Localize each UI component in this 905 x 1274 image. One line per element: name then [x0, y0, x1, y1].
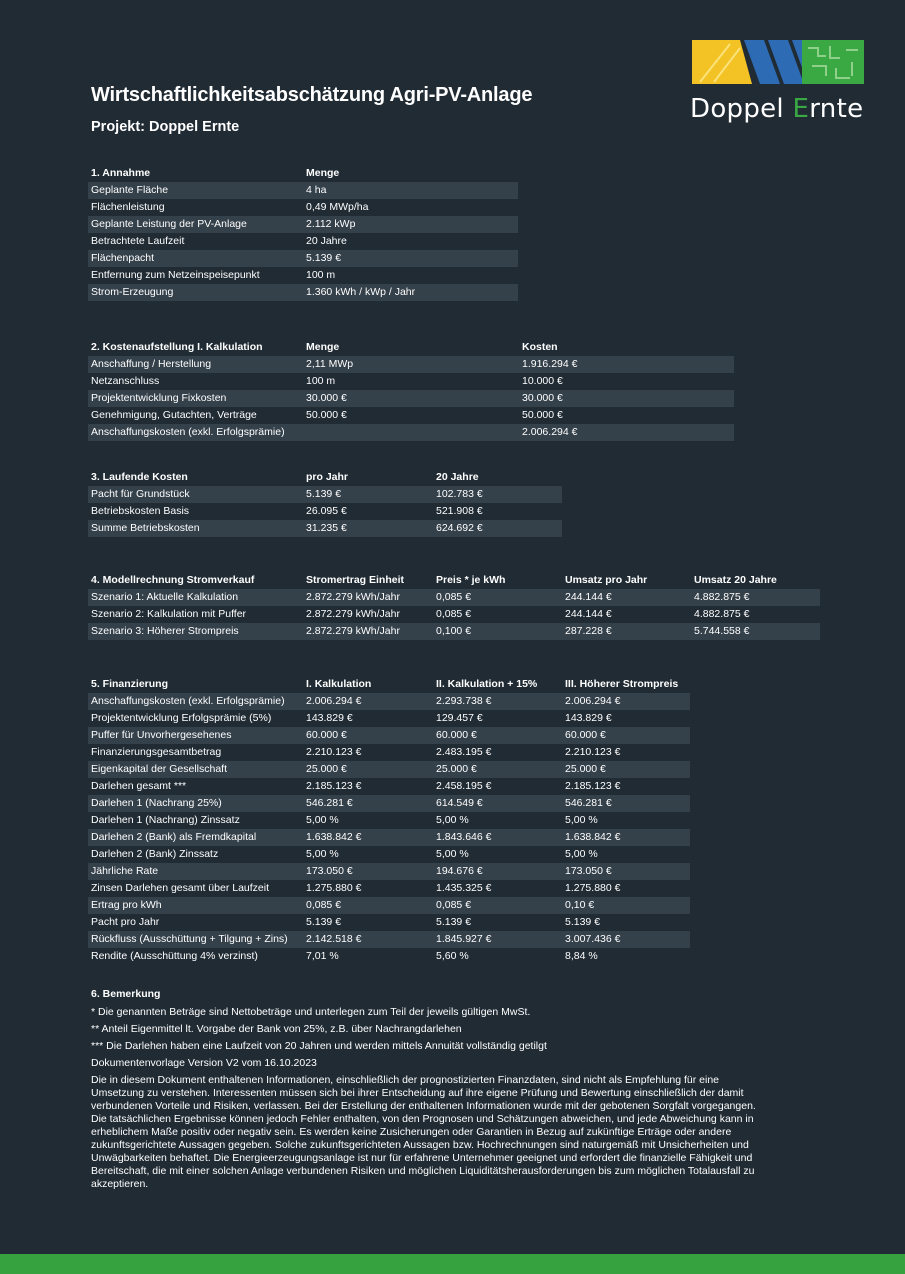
table-cell: 0,100 €: [436, 625, 472, 637]
table-cell: 1.638.842 €: [306, 831, 362, 843]
table-cell: 143.829 €: [565, 712, 612, 724]
table-cell: Netzanschluss: [91, 375, 160, 387]
table-cell: 60.000 €: [436, 729, 477, 741]
header-cell: Kosten: [522, 341, 558, 353]
table-cell: Anschaffung / Herstellung: [91, 358, 212, 370]
table-header: [88, 469, 562, 486]
table-cell: 100 m: [306, 269, 336, 281]
header-cell: 2. Kostenaufstellung I. Kalkulation: [91, 341, 263, 353]
table-cell: 2.006.294 €: [565, 695, 621, 707]
section-finanzierung: [88, 676, 690, 965]
table-cell: Szenario 1: Aktuelle Kalkulation: [91, 591, 239, 603]
table-cell: 25.000 €: [565, 763, 606, 775]
table-cell: Eigenkapital der Gesellschaft: [91, 763, 227, 775]
table-cell: 7,01 %: [306, 950, 339, 962]
table-row: [88, 373, 734, 390]
table-cell: Darlehen 2 (Bank) als Fremdkapital: [91, 831, 257, 843]
table-cell: 2.185.123 €: [565, 780, 621, 792]
table-cell: Betrachtete Laufzeit: [91, 235, 185, 247]
table-row: [88, 829, 690, 846]
table-cell: Flächenleistung: [91, 201, 165, 213]
table-row: [88, 589, 820, 606]
table-cell: 4.882.875 €: [694, 591, 750, 603]
header-cell: II. Kalkulation + 15%: [436, 678, 538, 690]
table-cell: 129.457 €: [436, 712, 483, 724]
note-3: *** Die Darlehen haben eine Laufzeit von 20 Jahren und werden mittels Annuität vollständig getilgt: [91, 1040, 547, 1052]
table-cell: Rückfluss (Ausschüttung + Tilgung + Zins): [91, 933, 288, 945]
table-cell: 2.483.195 €: [436, 746, 492, 758]
table-cell: 5,00 %: [306, 848, 339, 860]
table-row: [88, 914, 690, 931]
table-cell: 1.845.927 €: [436, 933, 492, 945]
table-cell: 5.744.558 €: [694, 625, 750, 637]
table-cell: 1.360 kWh / kWp / Jahr: [306, 286, 416, 298]
table-row: [88, 407, 734, 424]
table-cell: 1.843.646 €: [436, 831, 492, 843]
table-cell: Summe Betriebskosten: [91, 522, 200, 534]
table-cell: Pacht pro Jahr: [91, 916, 160, 928]
header-cell: I. Kalkulation: [306, 678, 372, 690]
table-cell: 30.000 €: [306, 392, 347, 404]
table-cell: 31.235 €: [306, 522, 347, 534]
table-row: [88, 897, 690, 914]
table-cell: 0,085 €: [436, 608, 472, 620]
notes-section: [91, 988, 791, 1191]
solar-field-logo-icon: [690, 38, 866, 88]
table-row: [88, 250, 518, 267]
table-cell: Rendite (Ausschüttung 4% verzinst): [91, 950, 258, 962]
table-cell: Strom-Erzeugung: [91, 286, 174, 298]
table-cell: 4 ha: [306, 184, 327, 196]
table-cell: Darlehen 1 (Nachrang 25%): [91, 797, 222, 809]
header-cell: III. Höherer Strompreis: [565, 678, 679, 690]
table-cell: 2,11 MWp: [306, 358, 354, 370]
table-cell: 60.000 €: [306, 729, 347, 741]
table-cell: 0,49 MWp/ha: [306, 201, 369, 213]
table-cell: 8,84 %: [565, 950, 598, 962]
table-cell: 60.000 €: [565, 729, 606, 741]
table-cell: 50.000 €: [306, 409, 347, 421]
table-row: [88, 606, 820, 623]
table-cell: 4.882.875 €: [694, 608, 750, 620]
table-cell: 1.638.842 €: [565, 831, 621, 843]
note-1: * Die genannten Beträge sind Nettobeträge und unterlegen zum Teil der jeweils gültigen MwSt.: [91, 1006, 531, 1018]
table-cell: Jährliche Rate: [91, 865, 159, 877]
table-row: [88, 744, 690, 761]
table-row: [88, 623, 820, 640]
table-cell: 0,085 €: [436, 591, 472, 603]
table-cell: 1.916.294 €: [522, 358, 578, 370]
table-cell: 2.185.123 €: [306, 780, 362, 792]
table-row: [88, 710, 690, 727]
table-cell: Anschaffungskosten (exkl. Erfolgsprämie): [91, 695, 285, 707]
table-row: [88, 693, 690, 710]
header-cell: 1. Annahme: [91, 167, 151, 179]
header-cell: 4. Modellrechnung Stromverkauf: [91, 574, 255, 586]
table-cell: 2.872.279 kWh/Jahr: [306, 591, 400, 603]
table-cell: 0,085 €: [436, 899, 472, 911]
table-cell: 3.007.436 €: [565, 933, 621, 945]
header-cell: Umsatz 20 Jahre: [694, 574, 777, 586]
table-cell: 5,00 %: [436, 848, 469, 860]
table-row: [88, 863, 690, 880]
table-cell: Puffer für Unvorhergesehenes: [91, 729, 232, 741]
table-cell: 2.006.294 €: [306, 695, 362, 707]
table-cell: 5,60 %: [436, 950, 469, 962]
table-cell: 0,10 €: [565, 899, 595, 911]
table-cell: 2.142.518 €: [306, 933, 362, 945]
table-header: [88, 339, 734, 356]
table-cell: 1.275.880 €: [565, 882, 621, 894]
doppel-ernte-logo: [690, 38, 866, 128]
table-cell: Flächenpacht: [91, 252, 155, 264]
header-cell: Preis * je kWh: [436, 574, 506, 586]
table-row: [88, 727, 690, 744]
table-cell: 100 m: [306, 375, 336, 387]
table-row: [88, 948, 690, 965]
header-cell: 5. Finanzierung: [91, 678, 169, 690]
table-header: [88, 572, 820, 589]
table-cell: Darlehen 1 (Nachrang) Zinssatz: [91, 814, 240, 826]
table-cell: Pacht für Grundstück: [91, 488, 190, 500]
header-cell: pro Jahr: [306, 471, 349, 483]
table-cell: 5.139 €: [436, 916, 472, 928]
disclaimer-text: Die in diesem Dokument enthaltenen Informationen, einschließlich der prognostizierten Finanzdaten, sind nicht als Empfehlung für eine Umsetzung zu verstehen. Interessenten müssen sich bei ihrer Entscheidung auf ihre eigene Prüfung und Bewertung einschließlich der damit verbundenen Vorteile und Risiken, verlassen. Bei der Erstellung der enthaltenen Informationen wurde mit der gebotenen Sorgfalt vorgegangen. Die tatsächlichen Ergebnisse können jedoch Fehler enthalten, von den Prognosen und Schätzungen abweichen, und jede Abweichung kann in erheblichem Maße positiv oder negativ sein. Es werden keine Zusicherungen oder Garantien in Bezug auf zukünftige Erträge oder andere zukunftsgerichtete Aussagen gegeben. Solche zukunftsgerichteten Aussagen bzw. Hochrechnungen sind naturgemäß mit Unsicherheiten und Unwägbarkeiten behaftet. Die Energieerzeugungsanlage ist nur für erfahrene Unternehmer geeignet und erfordert die finanzielle Fähigkeit und Bereitschaft, die mit einer solchen Anlage verbundenen Risiken und möglichen Liquiditätsherausforderungen bis zum möglichen Totalausfall zu akzeptieren.: [91, 1074, 756, 1190]
project-subtitle: Projekt: Doppel Ernte: [91, 119, 240, 135]
header-cell: Umsatz pro Jahr: [565, 574, 648, 586]
table-cell: 5,00 %: [436, 814, 469, 826]
section-modellrechnung: [88, 572, 820, 640]
table-cell: 0,085 €: [306, 899, 342, 911]
table-cell: 5.139 €: [306, 488, 342, 500]
table-row: [88, 795, 690, 812]
table-header: [88, 165, 518, 182]
header-cell: 20 Jahre: [436, 471, 479, 483]
table-cell: 521.908 €: [436, 505, 483, 517]
table-row: [88, 778, 690, 795]
table-cell: 5,00 %: [306, 814, 339, 826]
table-row: [88, 761, 690, 778]
header-cell: Stromertrag Einheit: [306, 574, 405, 586]
table-row: [88, 486, 562, 503]
table-cell: Finanzierungsgesamtbetrag: [91, 746, 222, 758]
footer-bar: [0, 1254, 905, 1274]
table-cell: 546.281 €: [565, 797, 612, 809]
table-cell: 20 Jahre: [306, 235, 347, 247]
table-cell: 2.112 kWp: [306, 218, 356, 230]
table-cell: 2.872.279 kWh/Jahr: [306, 608, 400, 620]
table-row: [88, 267, 518, 284]
table-row: [88, 390, 734, 407]
section-annahme: [88, 165, 518, 301]
table-cell: 26.095 €: [306, 505, 347, 517]
header-cell: Menge: [306, 167, 340, 179]
table-cell: 5.139 €: [565, 916, 601, 928]
table-header: [88, 676, 690, 693]
table-cell: Betriebskosten Basis: [91, 505, 190, 517]
table-cell: 5,00 %: [565, 848, 598, 860]
logo-wordmark: Doppel Ernte: [690, 94, 864, 124]
table-cell: 614.549 €: [436, 797, 483, 809]
table-cell: 624.692 €: [436, 522, 483, 534]
table-cell: 1.435.325 €: [436, 882, 492, 894]
table-cell: 244.144 €: [565, 608, 612, 620]
table-cell: Darlehen 2 (Bank) Zinssatz: [91, 848, 219, 860]
header-cell: 3. Laufende Kosten: [91, 471, 188, 483]
table-cell: 2.458.195 €: [436, 780, 492, 792]
table-cell: 143.829 €: [306, 712, 353, 724]
table-row: [88, 216, 518, 233]
table-cell: Projektentwicklung Fixkosten: [91, 392, 227, 404]
table-cell: Szenario 2: Kalkulation mit Puffer: [91, 608, 247, 620]
header-cell: Menge: [306, 341, 340, 353]
table-cell: 5.139 €: [306, 252, 342, 264]
table-cell: 194.676 €: [436, 865, 483, 877]
table-cell: 5.139 €: [306, 916, 342, 928]
table-row: [88, 284, 518, 301]
table-cell: 50.000 €: [522, 409, 563, 421]
table-cell: Projektentwicklung Erfolgsprämie (5%): [91, 712, 272, 724]
table-cell: 30.000 €: [522, 392, 563, 404]
table-cell: Entfernung zum Netzeinspeisepunkt: [91, 269, 260, 281]
table-cell: Ertrag pro kWh: [91, 899, 162, 911]
table-row: [88, 812, 690, 829]
table-cell: 173.050 €: [565, 865, 612, 877]
table-row: [88, 880, 690, 897]
table-cell: 287.228 €: [565, 625, 612, 637]
table-row: [88, 520, 562, 537]
table-cell: 2.006.294 €: [522, 426, 578, 438]
table-cell: 2.210.123 €: [306, 746, 362, 758]
table-cell: Geplante Leistung der PV-Anlage: [91, 218, 247, 230]
table-row: [88, 233, 518, 250]
table-cell: 25.000 €: [436, 763, 477, 775]
table-row: [88, 931, 690, 948]
table-cell: Anschaffungskosten (exkl. Erfolgsprämie): [91, 426, 285, 438]
table-cell: 244.144 €: [565, 591, 612, 603]
table-cell: Darlehen gesamt ***: [91, 780, 187, 792]
table-cell: 173.050 €: [306, 865, 353, 877]
table-row: [88, 846, 690, 863]
table-cell: 2.872.279 kWh/Jahr: [306, 625, 400, 637]
table-cell: 1.275.880 €: [306, 882, 362, 894]
table-cell: Genehmigung, Gutachten, Verträge: [91, 409, 257, 421]
table-cell: 5,00 %: [565, 814, 598, 826]
table-cell: 102.783 €: [436, 488, 483, 500]
version-note: Dokumentenvorlage Version V2 vom 16.10.2023: [91, 1057, 317, 1069]
note-2: ** Anteil Eigenmittel lt. Vorgabe der Bank von 25%, z.B. über Nachrangdarlehen: [91, 1023, 462, 1035]
table-row: [88, 424, 734, 441]
table-cell: 2.210.123 €: [565, 746, 621, 758]
table-cell: 25.000 €: [306, 763, 347, 775]
table-row: [88, 356, 734, 373]
table-row: [88, 182, 518, 199]
table-cell: 10.000 €: [522, 375, 563, 387]
table-cell: Geplante Fläche: [91, 184, 169, 196]
notes-heading: 6. Bemerkung: [91, 988, 161, 1000]
section-kostenaufstellung: [88, 339, 734, 441]
section-laufende-kosten: [88, 469, 562, 537]
table-cell: Zinsen Darlehen gesamt über Laufzeit: [91, 882, 270, 894]
page-title: Wirtschaftlichkeitsabschätzung Agri-PV-Anlage: [91, 84, 533, 106]
table-row: [88, 503, 562, 520]
table-cell: Szenario 3: Höherer Strompreis: [91, 625, 239, 637]
table-row: [88, 199, 518, 216]
table-cell: 2.293.738 €: [436, 695, 492, 707]
table-cell: 546.281 €: [306, 797, 353, 809]
